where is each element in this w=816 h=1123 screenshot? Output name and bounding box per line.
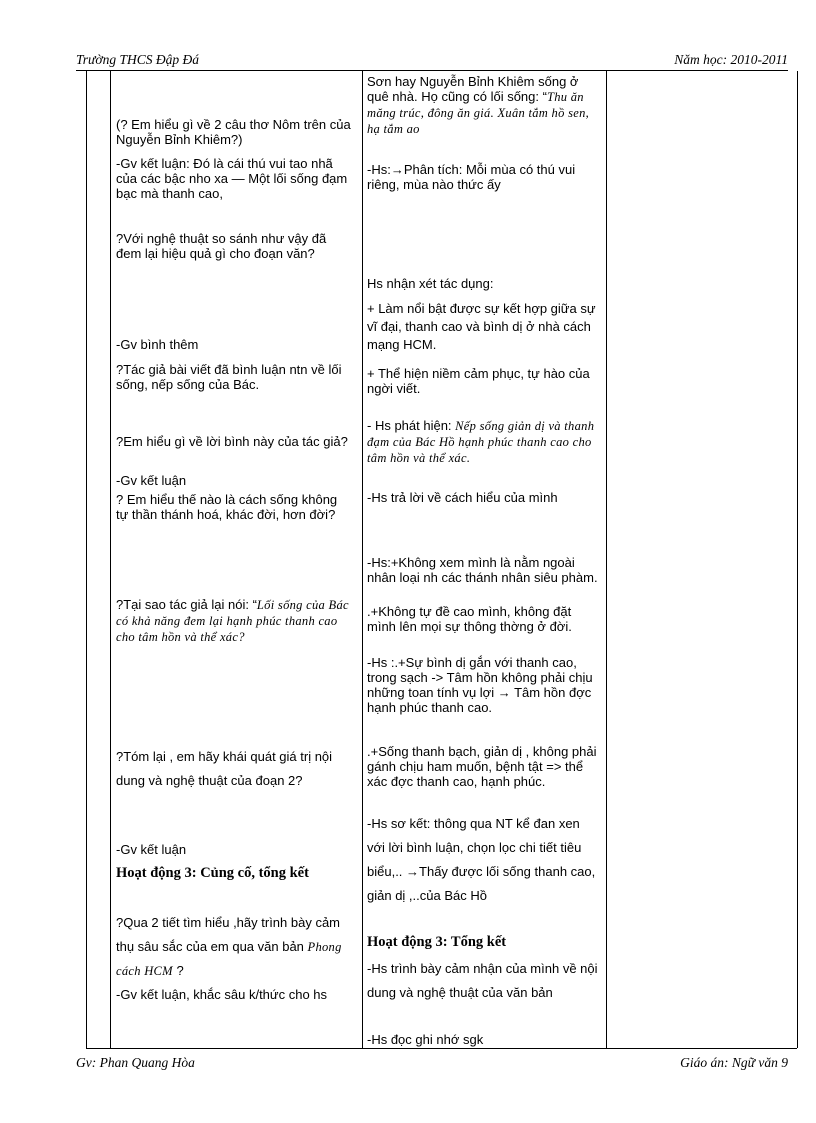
- teacher-question-8: ?Qua 2 tiết tìm hiểu ,hãy trình bày cảm thụ sâu sắc của em qua văn bản Phong cách HCM ?: [116, 915, 342, 978]
- table-border-left: [86, 71, 87, 1048]
- table-border-right: [797, 71, 798, 1048]
- teacher-conclusion-1: -Gv kết luận: Đó là cái thú vui tao nhã của các bậc nho xa — Một lối sống đạm bạc mà thanh cao,: [116, 156, 348, 201]
- table-col-divider-1: [110, 71, 111, 1048]
- teacher-question-6: ?Tại sao tác giả lại nói: “Lối sống của Bác có khả năng đem lại hạnh phúc thanh cao cho tâm hồn và thể xác?: [116, 597, 349, 644]
- teacher-question-7: ?Tóm lại , em hãy khái quát giá trị nội dung và nghệ thuật của đoạn 2?: [116, 749, 333, 788]
- teacher-question-4: ?Em hiểu gì về lời bình này của tác giả?: [116, 434, 348, 449]
- student-answer-7: -Hs trả lời về cách hiểu của mình: [367, 490, 558, 505]
- student-answer-6: - Hs phát hiện: Nếp sống giản dị và thanh đạm của Bác Hồ hạnh phúc thanh cao cho tâm hồn và thể xác.: [367, 418, 595, 465]
- teacher-conclusion-3: -Gv kết luận: [116, 473, 187, 488]
- activity-3-heading: Hoạt động 3: Củng cố, tổng kết: [116, 865, 309, 881]
- student-answer-9: .+Không tự đề cao mình, không đặt mình lên mọi sự thông thờng ở đời.: [367, 604, 572, 634]
- student-answer-5: + Thể hiện niềm cảm phục, tự hào của ngời viết.: [367, 366, 590, 396]
- student-quote-1: Thu ăn măng trúc, đông ăn giá. Xuân tắm hồ sen, hạ tắm ao: [367, 90, 590, 136]
- teacher-question-3: ?Tác giả bài viết đã bình luận ntn về lối sống, nếp sống của Bác.: [116, 362, 342, 392]
- teacher-question-1: (? Em hiểu gì về 2 câu thơ Nôm trên của Nguyễn Bỉnh Khiêm?): [116, 117, 351, 147]
- student-answer-12: -Hs sơ kết: thông qua NT kể đan xen với lời bình luận, chọn lọc chi tiết tiêu biểu,.. →Thấy được lối sống thanh cao, giản dị ,..của Bác Hồ: [367, 816, 596, 903]
- student-answer-10: -Hs :.+Sự bình dị gắn với thanh cao, trong sạch -> Tâm hồn không phải chịu những toan tính vụ lợi → Tâm hồn đợc hạnh phúc thanh cao.: [367, 655, 593, 715]
- table-col-divider-3: [606, 71, 607, 1048]
- student-answer-2: -Hs:→Phân tích: Mỗi mùa có thú vui riêng, mùa nào thức ấy: [367, 162, 576, 192]
- student-answer-11: .+Sống thanh bạch, giản dị , không phải gánh chịu ham muốn, bệnh tật => thể xác đợc thanh cao, hạnh phúc.: [367, 744, 597, 789]
- work-title: Phong cách HCM: [116, 940, 342, 978]
- lesson-plan-subject: Giáo án: Ngữ văn 9: [680, 1055, 788, 1070]
- student-answer-4: + Làm nổi bật được sự kết hợp giữa sự vĩ đại, thanh cao và bình dị ở nhà cách mạng HCM.: [367, 301, 596, 352]
- teacher-quote-6: Lối sống của Bác có khả năng đem lại hạnh phúc thanh cao cho tâm hồn và thể xác?: [116, 598, 349, 644]
- teacher-question-5: ? Em hiểu thế nào là cách sống không tự thần thánh hoá, khác đời, hơn đời?: [116, 492, 338, 522]
- student-answer-14: -Hs đọc ghi nhớ sgk: [367, 1032, 484, 1047]
- student-answer-1: Sơn hay Nguyễn Bỉnh Khiêm sống ở quê nhà. Họ cũng có lối sống: “Thu ăn măng trúc, đông ăn giá. Xuân tắm hồ sen, hạ tắm ao: [367, 74, 590, 136]
- school-name: Trường THCS Đập Đá: [76, 52, 199, 67]
- table-col-divider-2: [362, 71, 363, 1048]
- teacher-comment-2: -Gv bình thêm: [116, 337, 199, 352]
- school-year: Năm học: 2010-2011: [674, 52, 788, 67]
- student-quote-6: Nếp sống giản dị và thanh đạm của Bác Hồ hạnh phúc thanh cao cho tâm hồn và thể xác.: [367, 419, 595, 465]
- page-footer: [76, 1055, 788, 1073]
- student-activity-column: [367, 0, 603, 1050]
- student-answer-13: -Hs trình bày cảm nhận của mình về nội dung và nghệ thuật của văn bản: [367, 961, 598, 1000]
- teacher-conclusion-4: -Gv kết luận: [116, 842, 187, 857]
- teacher-question-2: ?Với nghệ thuật so sánh như vậy đã đem lại hiệu quả gì cho đoạn văn?: [116, 231, 327, 261]
- teacher-name: Gv: Phan Quang Hòa: [76, 1055, 195, 1070]
- teacher-activity-column: [116, 0, 356, 1050]
- student-answer-3: Hs nhận xét tác dụng:: [367, 276, 494, 291]
- teacher-conclusion-5: -Gv kết luận, khắc sâu k/thức cho hs: [116, 987, 328, 1002]
- summary-heading: Hoạt động 3: Tổng kết: [367, 934, 507, 950]
- student-answer-8: -Hs:+Không xem mình là nằm ngoài nhân loại nh các thánh nhân siêu phàm.: [367, 555, 598, 585]
